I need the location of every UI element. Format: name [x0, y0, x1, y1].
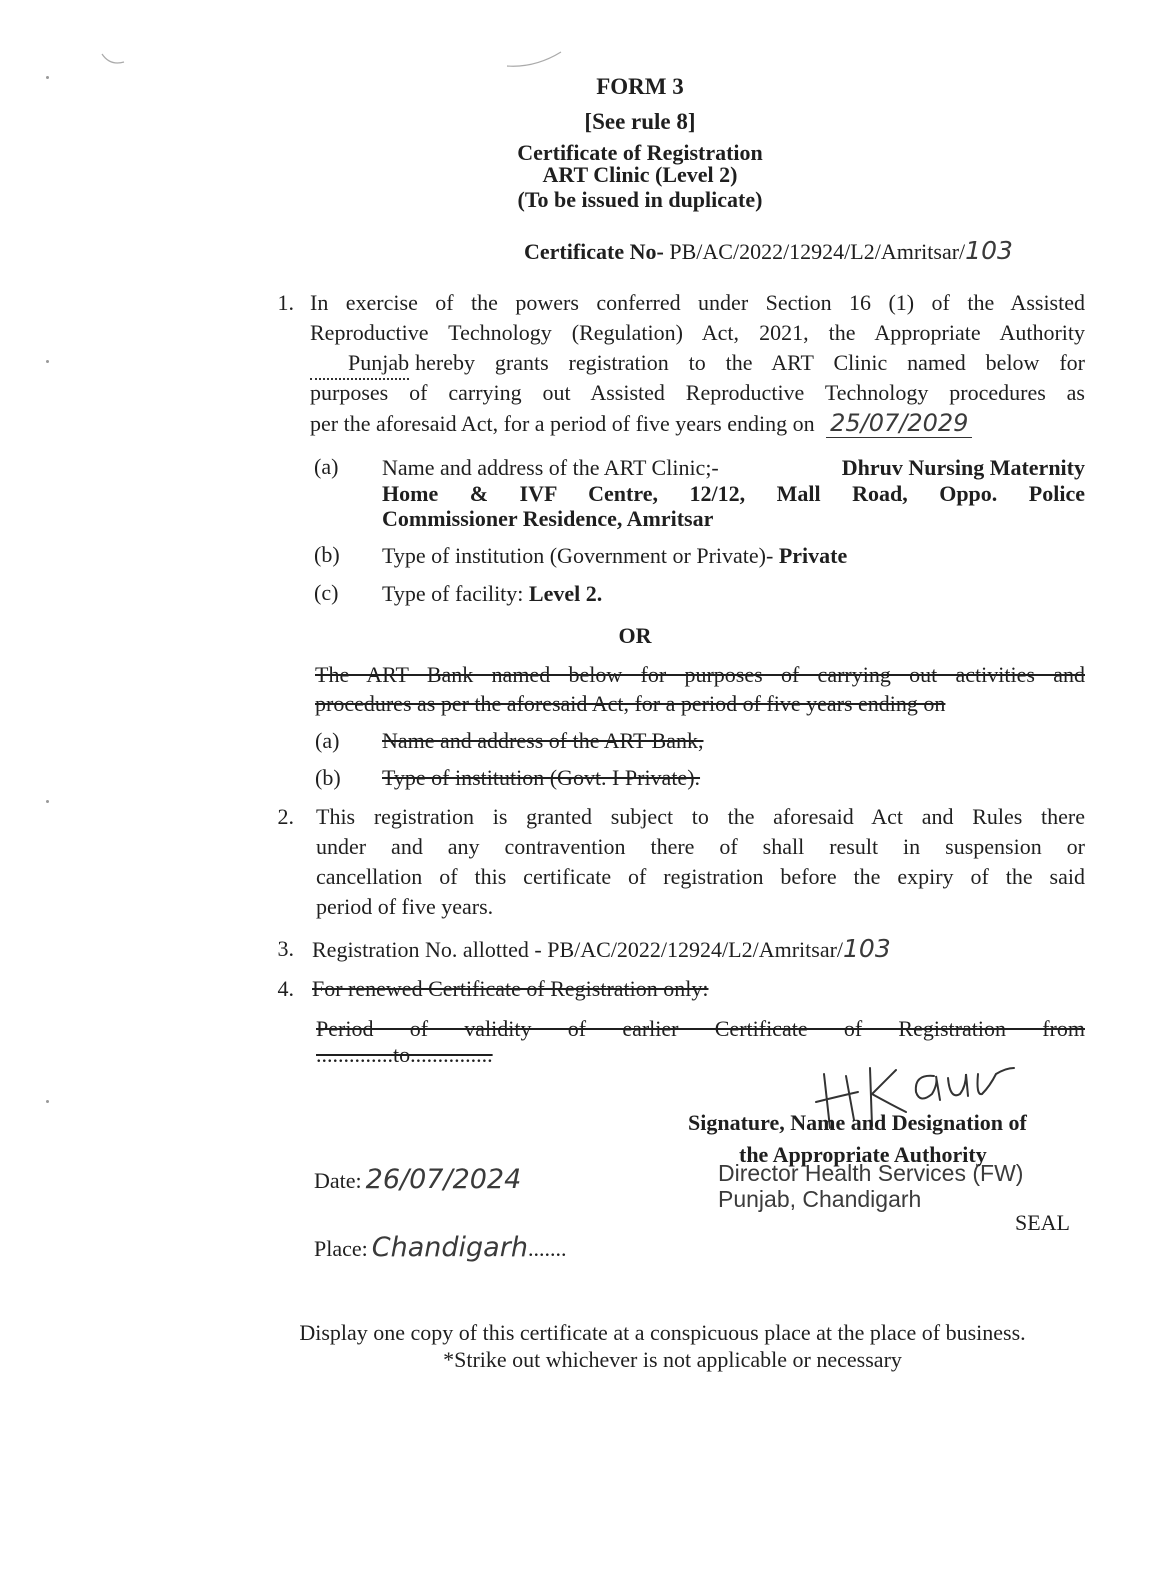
date-handwritten: 26/07/2024	[365, 1164, 522, 1195]
para1-line1: In exercise of the powers conferred under Section 16 (1) of the Assisted	[310, 290, 1085, 315]
rule-reference: [See rule 8]	[584, 109, 696, 134]
certificate-number-value: PB/AC/2022/12924/L2/Amritsar/	[669, 239, 966, 264]
item-a-value-line1: Dhruv Nursing Maternity	[841, 455, 1085, 480]
para2-line4: period of five years.	[316, 894, 494, 919]
para1-line2: Reproductive Technology (Regulation) Act, 2021, the Appropriate Authority	[310, 320, 1085, 345]
end-date-handwritten: 25/07/2029	[826, 409, 972, 438]
scan-artifact	[100, 50, 130, 70]
registration-label: Registration No. allotted -	[312, 937, 542, 962]
item-c-text: Type of facility:	[382, 581, 524, 606]
official-stamp-line2: Punjab, Chandigarh	[718, 1186, 922, 1212]
place-label: Place:	[314, 1236, 368, 1261]
item-a-value-line3: Commissioner Residence, Amritsar	[382, 506, 714, 531]
bank-item-a-text: Name and address of the ART Bank,	[382, 728, 704, 753]
para1-number: 1.	[277, 290, 294, 315]
signature-caption-line2: the Appropriate Authority	[739, 1142, 987, 1167]
certificate-number-handwritten: 103	[965, 236, 1013, 265]
scan-speck	[46, 76, 49, 79]
bank-item-a-label: (a)	[315, 728, 340, 753]
authority-name: Punjab	[348, 350, 410, 375]
certificate-number-label: Certificate No-	[524, 239, 664, 264]
issue-note: (To be issued in duplicate)	[517, 187, 763, 212]
para1-line3	[310, 348, 1085, 380]
item-b-value: Private	[778, 543, 848, 568]
authority-blank	[310, 348, 409, 380]
para3-line	[312, 934, 891, 965]
certificate-title: Certificate of Registration	[517, 140, 763, 165]
para2-line1: This registration is granted subject to the aforesaid Act and Rules there	[316, 804, 1085, 829]
para3-number: 3.	[277, 936, 294, 961]
seal-label: SEAL	[1015, 1210, 1070, 1235]
item-c-label: (c)	[314, 580, 339, 605]
para1-line3-rest: hereby grants registration to the ART Clinic named below for	[415, 350, 1085, 375]
item-a-value-line2: Home & IVF Centre, 12/12, Mall Road, Oppo. Police	[382, 481, 1085, 506]
signature-caption: Signature, Name and Designation of	[688, 1110, 1027, 1135]
scan-speck	[46, 1100, 49, 1103]
bank-item-b-label: (b)	[315, 765, 341, 790]
place-handwritten: Chandigarh	[371, 1232, 528, 1263]
date-line	[314, 1164, 521, 1195]
para2-number: 2.	[277, 804, 294, 829]
bank-item-b-text: Type of institution (Govt. I Private).	[382, 765, 701, 790]
or-divider: OR	[618, 623, 652, 648]
para4-line1: For renewed Certificate of Registration only:	[312, 976, 709, 1001]
para4-number: 4.	[277, 976, 294, 1001]
para1-line5-text: per the aforesaid Act, for a period of five years ending on	[310, 411, 815, 436]
strike-note: *Strike out whichever is not applicable or necessary	[443, 1347, 902, 1372]
bank-line1: The ART Bank named below for purposes of carrying out activities and	[315, 662, 1085, 687]
item-b-label: (b)	[314, 542, 340, 567]
item-b-text: Type of institution (Government or Private)-	[382, 543, 774, 568]
bank-item-a	[315, 726, 703, 756]
item-a-label: (a)	[314, 454, 339, 479]
item-a-text: Name and address of the ART Clinic;-	[382, 455, 719, 480]
registration-handwritten: 103	[843, 934, 891, 963]
place-line	[314, 1232, 566, 1263]
form-number: FORM 3	[596, 74, 684, 99]
para2-line3: cancellation of this certificate of registration before the expiry of the said	[316, 864, 1085, 889]
para4-line3: ..............to...............	[316, 1042, 493, 1067]
bank-item-b	[315, 763, 700, 793]
display-note: Display one copy of this certificate at a conspicuous place at the place of business.	[299, 1320, 1026, 1345]
scan-speck	[46, 360, 49, 363]
para1-line5	[310, 408, 972, 439]
official-stamp-line1: Director Health Services (FW)	[718, 1160, 1024, 1186]
scan-artifact	[505, 48, 565, 72]
item-b-line	[382, 541, 847, 571]
item-c-line	[382, 579, 602, 609]
registration-value: PB/AC/2022/12924/L2/Amritsar/	[547, 937, 844, 962]
place-dots: .......	[527, 1236, 567, 1261]
para1-line4: purposes of carrying out Assisted Reproductive Technology procedures as	[310, 380, 1085, 405]
certificate-number-line	[524, 236, 1013, 265]
scan-speck	[46, 800, 49, 803]
date-label: Date:	[314, 1168, 362, 1193]
para4-line2: Period of validity of earlier Certificate of Registration from	[316, 1016, 1085, 1041]
certificate-subtitle: ART Clinic (Level 2)	[542, 162, 738, 187]
bank-line2: procedures as per the aforesaid Act, for a period of five years ending on	[315, 691, 946, 716]
para2-line2: under and any contravention there of shall result in suspension or	[316, 834, 1085, 859]
item-c-value: Level 2.	[528, 581, 603, 606]
